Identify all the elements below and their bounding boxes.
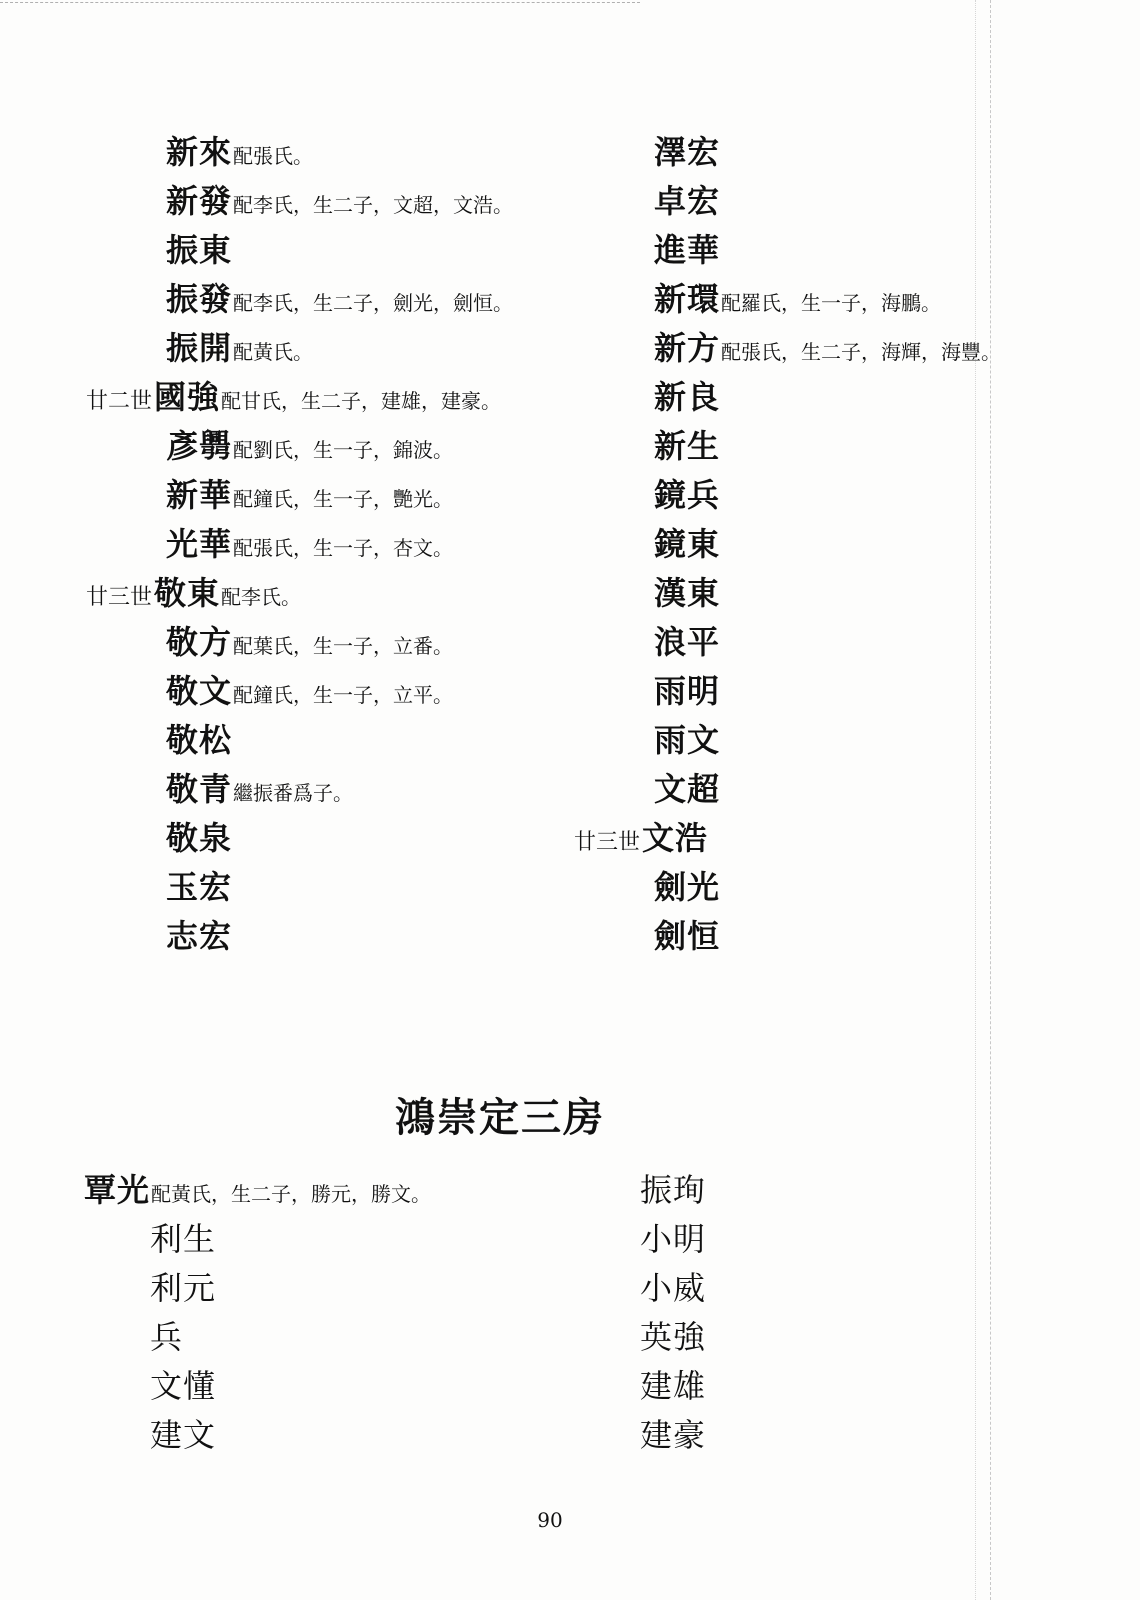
- genealogy-entry: [86, 574, 302, 612]
- person-name: 彥𢑅: [166, 427, 233, 465]
- person-name: 新良: [654, 378, 721, 416]
- person-note: 配張氏，生二子，海輝，海豐。: [721, 340, 1002, 364]
- person-name: 建豪: [640, 1416, 707, 1454]
- person-name: 敬泉: [166, 819, 233, 857]
- person-name: 敬東: [154, 574, 221, 612]
- person-name: 進華: [654, 231, 721, 269]
- genealogy-entry: [166, 623, 454, 661]
- person-name: 敬方: [166, 623, 233, 661]
- person-name: 兵: [150, 1318, 184, 1356]
- genealogy-entry: [654, 868, 721, 906]
- person-name: 劍光: [654, 868, 721, 906]
- genealogy-entry: [654, 329, 1002, 367]
- genealogy-entry: [654, 623, 721, 661]
- person-note: 配劉氏，生一子，錦波。: [233, 438, 454, 462]
- genealogy-entry: [86, 378, 502, 416]
- person-name: 振發: [166, 280, 233, 318]
- genealogy-entry: [166, 133, 314, 171]
- genealogy-entry: [654, 574, 721, 612]
- person-note: 配黃氏，生二子，勝元，勝文。: [151, 1182, 432, 1206]
- person-note: 配黃氏。: [233, 340, 314, 364]
- person-name: 建雄: [640, 1367, 707, 1405]
- genealogy-entry: [654, 672, 721, 710]
- person-name: 振珣: [640, 1171, 707, 1209]
- genealogy-entry: [150, 1318, 184, 1356]
- person-name: 雨明: [654, 672, 721, 710]
- genealogy-entry: [166, 721, 233, 759]
- genealogy-entry: [654, 133, 721, 171]
- person-note: 配張氏，生一子，杏文。: [233, 536, 454, 560]
- genealogy-entry: [640, 1220, 707, 1258]
- person-name: 鏡東: [654, 525, 721, 563]
- genealogy-entry: [166, 868, 233, 906]
- genealogy-entry: [166, 329, 314, 367]
- person-name: 劍恒: [654, 917, 721, 955]
- genealogy-entry: [166, 525, 454, 563]
- person-name: 雨文: [654, 721, 721, 759]
- person-name: 澤宏: [654, 133, 721, 171]
- person-note: 配李氏，生二子，文超，文浩。: [233, 193, 514, 217]
- person-name: 新環: [654, 280, 721, 318]
- person-name: 小威: [640, 1269, 707, 1307]
- genealogy-entry: [640, 1416, 707, 1454]
- genealogy-entry: [150, 1367, 217, 1405]
- genealogy-entry: [166, 182, 514, 220]
- person-note: 配李氏。: [221, 585, 302, 609]
- genealogy-entry: [166, 672, 454, 710]
- genealogy-entry: [654, 280, 942, 318]
- person-note: 配鐘氏，生一子，立平。: [233, 683, 454, 707]
- person-note: 配葉氏，生一子，立番。: [233, 634, 454, 658]
- person-name: 文超: [654, 770, 721, 808]
- person-name: 英強: [640, 1318, 707, 1356]
- genealogy-entry: [640, 1269, 707, 1307]
- genealogy-entry: [654, 917, 721, 955]
- section-title: 鴻崇定三房: [395, 1094, 605, 1141]
- genealogy-entry: [166, 917, 233, 955]
- genealogy-entry: [654, 427, 721, 465]
- person-note: 配張氏。: [233, 144, 314, 168]
- generation-label: 廿三世: [86, 585, 153, 610]
- person-name: 國強: [154, 378, 221, 416]
- genealogy-entry: [654, 231, 721, 269]
- person-name: 志宏: [166, 917, 233, 955]
- genealogy-entry: [640, 1171, 707, 1209]
- genealogy-entry: [166, 770, 354, 808]
- genealogy-entry: [166, 476, 454, 514]
- person-name: 小明: [640, 1220, 707, 1258]
- genealogy-entry: [654, 182, 721, 220]
- person-name: 漢東: [654, 574, 721, 612]
- person-name: 新華: [166, 476, 233, 514]
- person-name: 新方: [654, 329, 721, 367]
- genealogy-entry: [84, 1171, 432, 1209]
- genealogy-entry: [654, 770, 721, 808]
- person-name: 浪平: [654, 623, 721, 661]
- person-note: 配李氏，生二子，劍光，劍恒。: [233, 291, 514, 315]
- genealogy-entry: [574, 819, 709, 857]
- genealogy-entry: [166, 819, 233, 857]
- person-name: 振東: [166, 231, 233, 269]
- genealogy-entry: [150, 1220, 217, 1258]
- person-note: 配鐘氏，生一子，艷光。: [233, 487, 454, 511]
- generation-label: 廿三世: [574, 830, 641, 855]
- person-name: 振開: [166, 329, 233, 367]
- genealogy-entry: [640, 1318, 707, 1356]
- genealogy-entry: [654, 525, 721, 563]
- person-name: 新來: [166, 133, 233, 171]
- person-name: 建文: [150, 1416, 217, 1454]
- person-name: 敬松: [166, 721, 233, 759]
- person-note: 配羅氏，生一子，海鵬。: [721, 291, 942, 315]
- genealogy-entry: [640, 1367, 707, 1405]
- person-name: 利元: [150, 1269, 217, 1307]
- person-note: 配甘氏，生二子，建雄，建豪。: [221, 389, 502, 413]
- edge-rule-inner: [975, 0, 976, 1600]
- person-name: 覃光: [84, 1171, 151, 1209]
- genealogy-entry: [150, 1416, 217, 1454]
- genealogy-entry: [166, 231, 233, 269]
- genealogy-entry: [654, 378, 721, 416]
- page-number: 90: [537, 1508, 563, 1532]
- genealogy-entry: [654, 476, 721, 514]
- person-note: 繼振番爲子。: [233, 781, 354, 805]
- generation-label: 廿二世: [86, 389, 153, 414]
- edge-rule: [990, 0, 991, 1600]
- genealogy-entry: [150, 1269, 217, 1307]
- person-name: 文浩: [642, 819, 709, 857]
- genealogy-entry: [654, 721, 721, 759]
- person-name: 敬文: [166, 672, 233, 710]
- person-name: 新生: [654, 427, 721, 465]
- top-rule: [0, 2, 640, 3]
- person-name: 卓宏: [654, 182, 721, 220]
- genealogy-entry: [166, 280, 514, 318]
- person-name: 新發: [166, 182, 233, 220]
- person-name: 文懂: [150, 1367, 217, 1405]
- person-name: 光華: [166, 525, 233, 563]
- person-name: 敬青: [166, 770, 233, 808]
- person-name: 鏡兵: [654, 476, 721, 514]
- person-name: 玉宏: [166, 868, 233, 906]
- person-name: 利生: [150, 1220, 217, 1258]
- genealogy-entry: [166, 427, 454, 465]
